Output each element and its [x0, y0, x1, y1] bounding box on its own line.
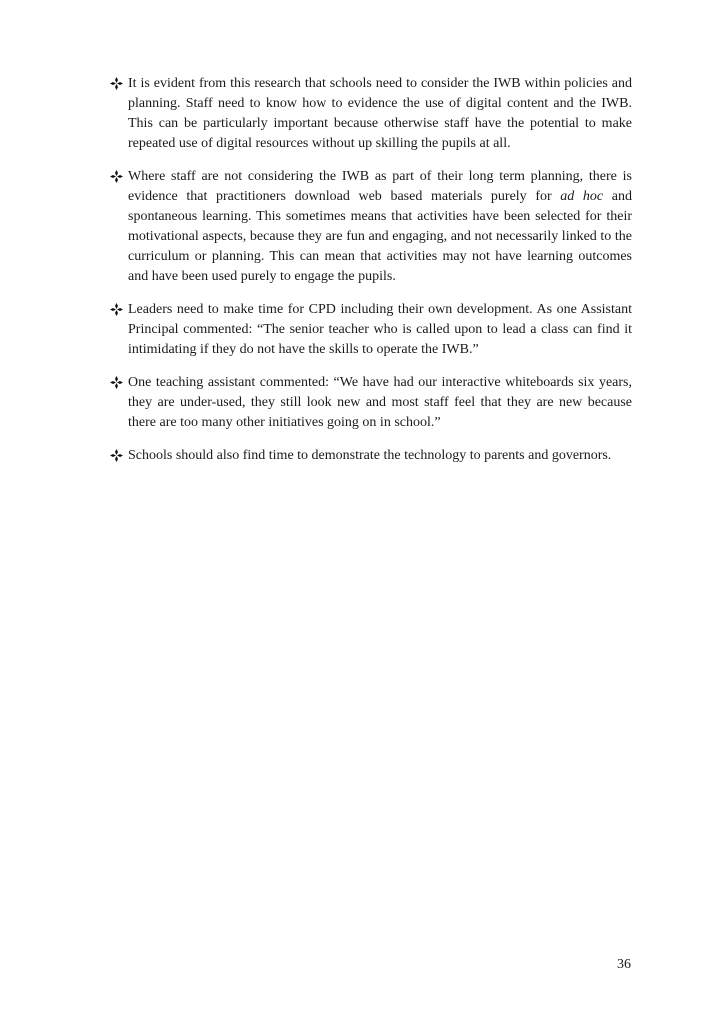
diamond-bullet-icon — [110, 373, 128, 396]
bullet-item — [110, 74, 632, 154]
diamond-bullet-icon — [110, 300, 128, 323]
diamond-bullet-icon — [110, 446, 128, 469]
bullet-text: Schools should also find time to demonstrate the technology to parents and governors. — [128, 448, 612, 463]
bullet-text — [128, 167, 632, 287]
page-number: 36 — [617, 957, 631, 972]
bullet-text: One teaching assistant commented: “We have had our interactive whiteboards six years, they are under-used, they still look new and most staff feel that they are new because there are too many other initiatives going on in school.” — [128, 375, 632, 430]
bullet-item — [110, 446, 632, 469]
bullet-text-emphasis: ad hoc — [560, 189, 604, 204]
diamond-bullet-icon — [110, 167, 128, 190]
document-body — [110, 74, 632, 482]
bullet-text-part: Where staff are not considering the IWB as part of their long term planning, there is evidence that practitioners download web based materials purely for — [128, 169, 632, 204]
bullet-item — [110, 167, 632, 287]
bullet-text: Leaders need to make time for CPD including their own development. As one Assistant Principal commented: “The senior teacher who is called upon to lead a class can find it intimidating if they do not have the skills to operate the IWB.” — [128, 302, 632, 357]
bullet-text-part: and spontaneous learning. This sometimes means that activities have been selected for their motivational aspects, because they are fun and engaging, and not necessarily linked to the curriculum or planning. This can mean that activities may not have learning outcomes and have been used purely to engage the pupils. — [128, 189, 632, 284]
diamond-bullet-icon — [110, 74, 128, 97]
bullet-item — [110, 373, 632, 433]
bullet-text: It is evident from this research that schools need to consider the IWB within policies and planning. Staff need to know how to evidence the use of digital content and the IWB. This can be particularly important because otherwise staff have the potential to make repeated use of digital resources without up skilling the pupils at all. — [128, 76, 632, 151]
bullet-item — [110, 300, 632, 360]
